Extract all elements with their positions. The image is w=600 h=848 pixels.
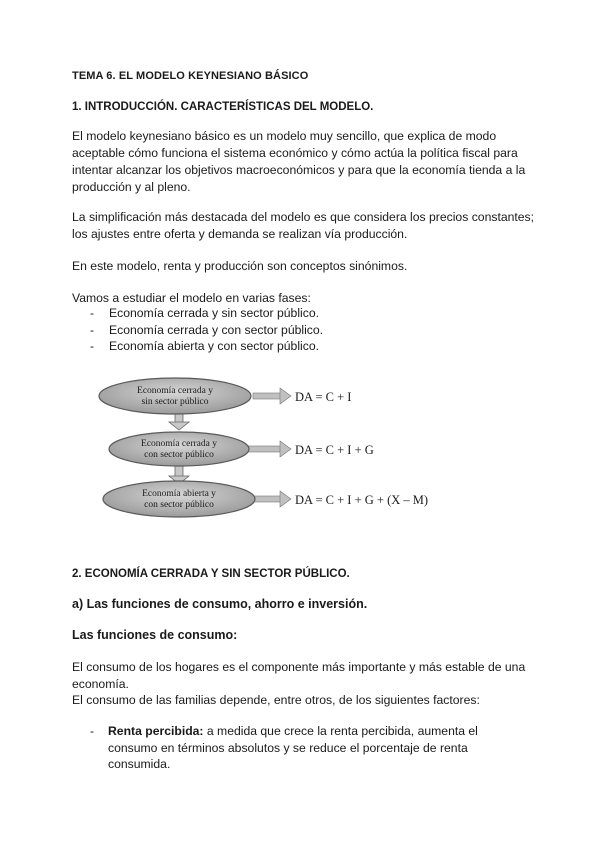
equation-2: DA = C + I + G	[295, 443, 374, 457]
equation-3: DA = C + I + G + (X – M)	[295, 493, 429, 507]
phases-intro: Vamos a estudiar el modelo en varias fases:	[72, 291, 311, 305]
intro-paragraph: El modelo keynesiano básico es un modelo muy sencillo, que explica de modo aceptable cómo funciona el sistema económico y cómo actúa la política fiscal para intentar alcanzar los objetivos macroeconómicos y para que la economía tienda a la producción y al pleno.	[72, 129, 526, 194]
consumption-factors-paragraph: El consumo de las familias depende, entre otros, de los siguientes factores:	[72, 693, 480, 707]
node-2-line-1: Economía cerrada y	[141, 439, 217, 449]
right-arrow-3	[253, 491, 291, 507]
list-item: - Economía abierta y con sector público.	[90, 338, 323, 355]
household-consumption-paragraph: El consumo de los hogares es el componente más importante y más estable de una economía.	[72, 660, 526, 691]
list-item: - Economía cerrada y con sector público.	[90, 322, 323, 339]
bullet-label: Renta percibida:	[108, 724, 204, 738]
equation-1: DA = C + I	[295, 390, 352, 404]
keynesian-phases-diagram	[95, 372, 455, 522]
node-2-line-2: con sector público	[144, 450, 214, 460]
dash-marker: -	[90, 724, 95, 738]
subsection-a-heading: a) Las funciones de consumo, ahorro e inversión.	[72, 597, 368, 611]
right-arrow-1	[253, 388, 291, 404]
node-1-line-2: sin sector público	[141, 397, 209, 407]
synonyms-paragraph: En este modelo, renta y producción son conceptos sinónimos.	[72, 259, 408, 273]
section-1-heading: 1. INTRODUCCIÓN. CARACTERÍSTICAS DEL MODELO.	[72, 101, 374, 113]
list-item: - Economía cerrada y sin sector público.	[90, 305, 323, 322]
node-3-line-1: Economía abierta y	[142, 489, 216, 499]
section-2-heading: 2. ECONOMÍA CERRADA Y SIN SECTOR PÚBLICO.	[72, 568, 350, 580]
consumption-functions-heading: Las funciones de consumo:	[72, 628, 238, 642]
phase-ellipse-2	[109, 432, 249, 466]
phase-ellipse-1	[99, 378, 251, 414]
phases-list	[90, 305, 323, 355]
phase-ellipse-3	[103, 481, 255, 517]
node-1-line-1: Economía cerrada y	[137, 386, 213, 396]
page-title: TEMA 6. EL MODELO KEYNESIANO BÁSICO	[72, 70, 309, 82]
right-arrow-2	[245, 441, 291, 457]
list-item	[90, 723, 490, 773]
bullet-text: a medida que crece la renta percibida, aumenta el consumo en términos absolutos y se reduce el porcentaje de renta consumida.	[108, 724, 478, 771]
simplification-paragraph: La simplificación más destacada del modelo es que considera los precios constantes; los ajustes entre oferta y demanda se realizan vía producción.	[72, 210, 535, 241]
node-3-line-2: con sector público	[144, 500, 214, 510]
